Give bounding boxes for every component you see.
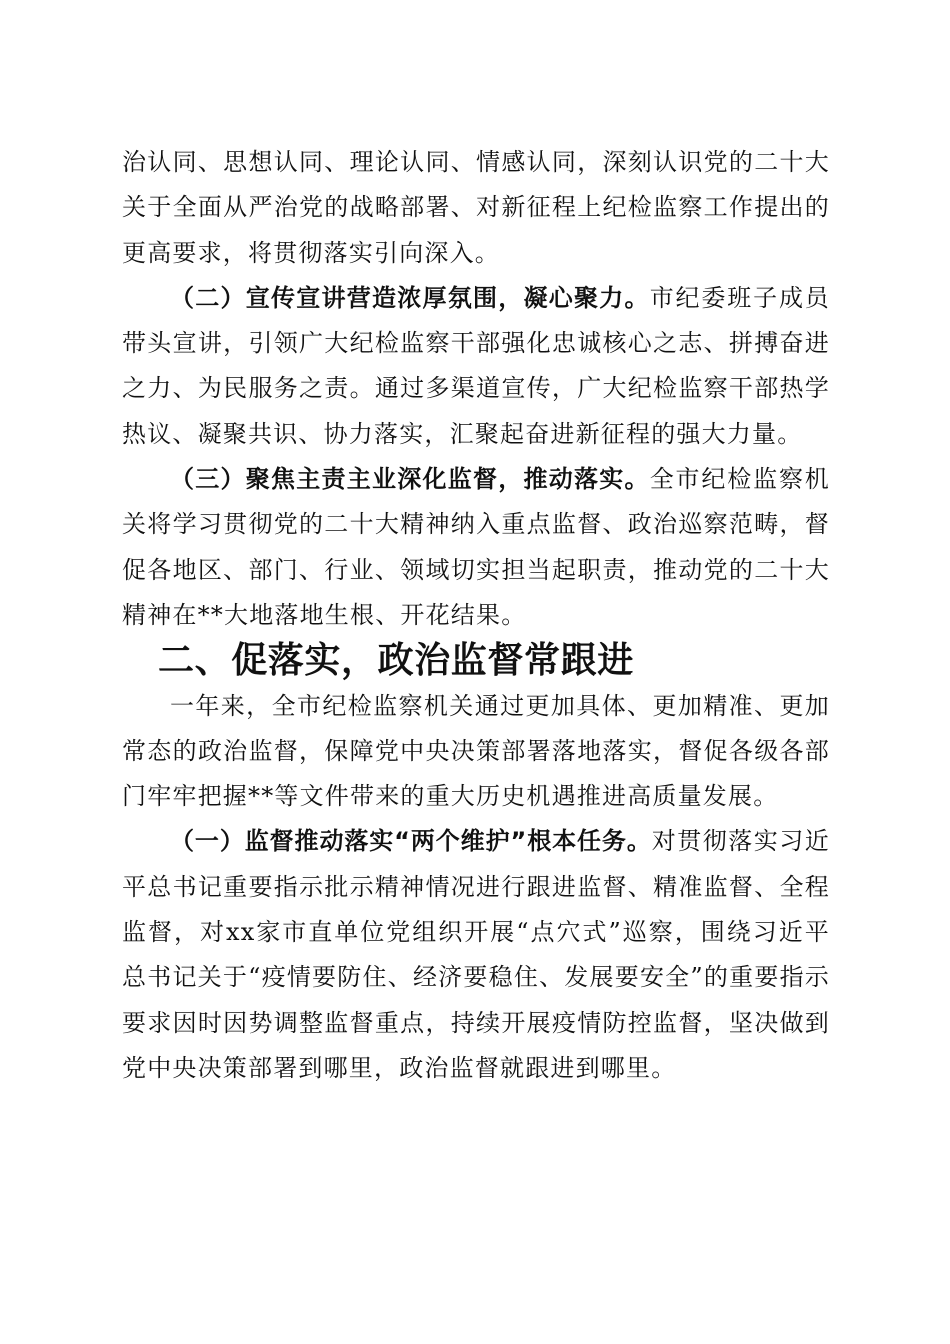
section-heading: 二、促落实，政治监督常跟进 [158, 640, 634, 682]
paragraph-lead: （二）宣传宣讲营造浓厚氛围，凝心聚力。 [170, 283, 650, 312]
paragraph-continued [122, 140, 830, 276]
paragraph-supervision [122, 457, 830, 638]
paragraph-two-safeguards [122, 819, 830, 1091]
paragraph-lead: （三）聚焦主责主业深化监督，推动落实。 [170, 465, 650, 494]
document-body [122, 140, 830, 1091]
paragraph-text: 一年来，全市纪检监察机关通过更加具体、更加精准、更加常态的政治监督，保障党中央决策部署落地落实，督促各级各部门牢牢把握**等文件带来的重大历史机遇推进高质量发展。 [122, 691, 830, 811]
paragraph-text: 治认同、思想认同、理论认同、情感认同，深刻认识党的二十大关于全面从严治党的战略部署、对新征程上纪检监察工作提出的更高要求，将贯彻落实引向深入。 [122, 148, 830, 267]
paragraph-year-summary [122, 684, 830, 820]
paragraph-lead: （一）监督推动落实“两个维护”根本任务。 [170, 827, 652, 856]
paragraph-text: 市纪委班子成员带头宣讲，引领广大纪检监察干部强化忠诚核心之志、拼搏奋进之力、为民服务之责。通过多渠道宣传，广大纪检监察干部热学热议、凝聚共识、协力落实，汇聚起奋进新征程的强大力量。 [122, 283, 830, 448]
paragraph-publicity [122, 276, 830, 457]
paragraph-text: 对贯彻落实习近平总书记重要指示批示精神情况进行跟进监督、精准监督、全程监督，对xx家市直单位党组织开展“点穴式”巡察，围绕习近平总书记关于“疫情要防住、经济要稳住、发展要安全”的重要指示要求因时因势调整监督重点，持续开展疫情防控监督，坚决做到党中央决策部署到哪里，政治监督就跟进到哪里。 [122, 827, 831, 1082]
paragraph-text: 全市纪检监察机关将学习贯彻党的二十大精神纳入重点监督、政治巡察范畴，督促各地区、部门、行业、领域切实担当起职责，推动党的二十大精神在**大地落地生根、开花结果。 [122, 465, 830, 629]
